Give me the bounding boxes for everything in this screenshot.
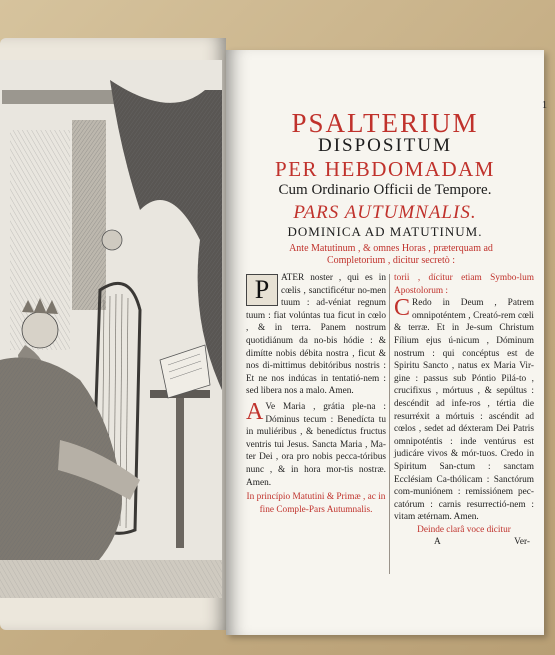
heading-pars-autumnalis: PARS AUTUMNALIS.	[293, 202, 477, 223]
left-page	[0, 38, 226, 630]
credo-text: Redo in Deum , Patrem omnipoténtem , Creató-rem cœli & terræ. Et in Je-sum Christum Fílium ejus ú-nicum , Dóminum nostrum : qui concéptus est de Spiritu Sancto , natus ex Maria Vir-gine : passus sub Póntio Pilá-to , crucifixus , mórtuus , & sepúltus : descéndit ad infe-ros , tértia die resurréxit a mórtuis : ascéndit ad cœlos , sedet ad déxteram Dei Patris omnipoténtis : inde ventúrus est judicáre vivos & mór-tuos. Credo in Spiritum San-ctum : sanctam Ecclésiam Ca-thólicam : Sanctórum com-muniónem : remissiónem pec-catórum : carnis resurrectió-nem : vitam ætérnam. Amen.	[394, 298, 534, 523]
credo-block	[394, 297, 534, 524]
right-column	[394, 272, 534, 548]
title-psalterium: PSALTERIUM	[291, 108, 479, 138]
text-columns	[246, 272, 536, 602]
heading-dominica: DOMINICA AD MATUTINUM.	[287, 224, 483, 239]
left-column	[246, 272, 386, 516]
ave-maria-block	[246, 398, 386, 489]
opening-rubric	[246, 243, 536, 267]
engraving-king-david-harp	[0, 60, 222, 598]
open-book	[0, 10, 555, 640]
drop-cap-c: C	[394, 295, 411, 322]
catchword: Ver-	[514, 537, 530, 548]
subtitle-ordinario: Cum Ordinario Officii de Tempore.	[278, 182, 492, 198]
column-divider	[389, 274, 390, 574]
page-number: 1	[542, 100, 547, 111]
signature-line	[394, 536, 534, 548]
drop-cap-p: P	[246, 274, 278, 306]
signature-mark: A	[434, 537, 441, 548]
closing-rubric-left: In princípio Matutini & Primæ , ac in fine Comple-Pars Autumnalis.	[246, 492, 386, 515]
rubric-line-2: Completorium , dicitur secretò :	[326, 255, 456, 266]
ave-maria-text: Ve Maria , grátia ple-na : Dóminus tecum : Benedícta tu in muliéribus , & benedíctus fructus ventris tui Jesus. Sancta Maria , Ma-ter Dei , ora pro nobis pecca-tóribus nunc , & in hora mor-tis nostræ. Amen.	[246, 401, 386, 488]
drop-cap-a: A	[246, 398, 264, 425]
engraving-illustration	[0, 60, 222, 598]
pater-noster-text: ATER noster , qui es in cœlis , sanctificétur no-men tuum : ad-véniat regnum tuum : fiat volúntas tua ficut in cœlo , & in terra. Panem nostrum quotidiánum da no-bis hódie : & dimítte nobis débita nostra , ficut & nos di-mittimus debitóribus nostris : Et ne nos indúcas in tentatió-nem : sed libera nos a malo. Amen.	[246, 273, 386, 397]
pater-noster-block	[246, 272, 386, 398]
title-dispositum: DISPOSITUM	[317, 135, 453, 156]
rubric-line-1: Ante Matutinum , & omnes Horas , præterquam ad	[289, 243, 493, 254]
closing-rubric-right: Deinde clarâ voce dicitur	[417, 524, 511, 535]
intro-rubric-right: torii , dícitur etiam Symbo-lum Apostolorum :	[394, 273, 534, 296]
title-per-hebdomadam: PER HEBDOMADAM	[275, 157, 495, 181]
